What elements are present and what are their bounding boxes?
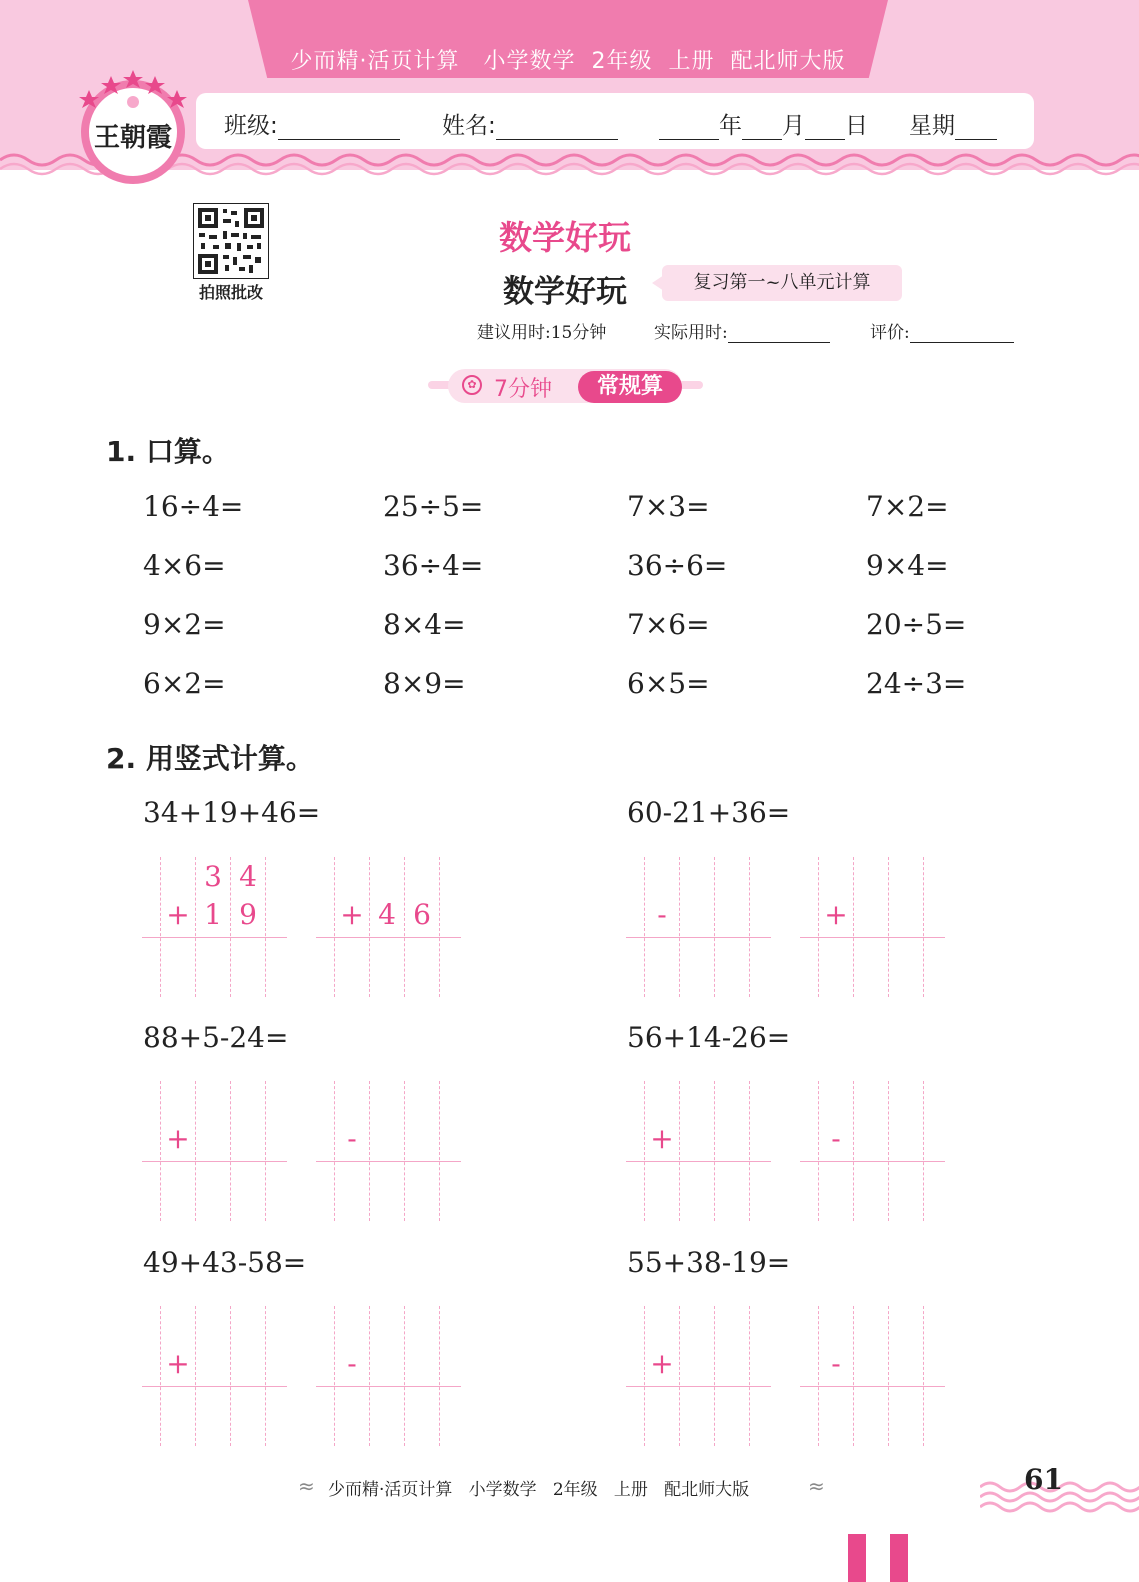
- grid-column-line: [439, 857, 440, 997]
- grid-answer-line: [800, 937, 945, 938]
- grid-column-line: [369, 1306, 370, 1446]
- grid-column-line: [195, 1081, 196, 1221]
- name-field[interactable]: [442, 107, 618, 140]
- grid-column-line: [439, 1306, 440, 1446]
- oral-item: 36÷6=: [627, 549, 728, 582]
- evaluation-field[interactable]: [870, 318, 1014, 343]
- grid-digit: +: [166, 898, 190, 931]
- oral-item: 7×2=: [866, 490, 949, 523]
- grid-column-line: [714, 1306, 715, 1446]
- grid-column-line: [923, 1081, 924, 1221]
- grid-column-line: [265, 857, 266, 997]
- grid-column-line: [888, 857, 889, 997]
- grid-answer-line: [800, 1161, 945, 1162]
- grid-digit: +: [650, 1122, 674, 1155]
- grid-digit: -: [347, 1122, 357, 1155]
- side-tab-bar: [848, 1534, 866, 1582]
- grid-column-line: [230, 1306, 231, 1446]
- vertical-expression: 49+43-58=: [143, 1246, 307, 1279]
- oral-item: 25÷5=: [383, 490, 484, 523]
- qr-code-icon[interactable]: [193, 203, 269, 279]
- vertical-work-grid[interactable]: [626, 857, 771, 997]
- question-2-title: 2. 用竖式计算。: [106, 742, 314, 775]
- grid-column-line: [195, 1306, 196, 1446]
- grid-column-line: [749, 1081, 750, 1221]
- section-title: 数学好玩: [499, 218, 631, 257]
- logo-text: 王朝霞: [93, 123, 172, 153]
- vertical-work-grid[interactable]: [800, 857, 945, 997]
- grid-column-line: [230, 1081, 231, 1221]
- actual-time-label: 实际用时:: [654, 323, 728, 343]
- grid-answer-line: [316, 937, 461, 938]
- class-field[interactable]: [224, 107, 400, 140]
- grid-digit: +: [166, 1347, 190, 1380]
- grid-digit: 3: [204, 860, 222, 893]
- vertical-work-grid[interactable]: [142, 1306, 287, 1446]
- vertical-work-grid[interactable]: [316, 1081, 461, 1221]
- vertical-expression: 55+38-19=: [627, 1246, 791, 1279]
- grid-digit: +: [166, 1122, 190, 1155]
- grid-answer-line: [626, 1386, 771, 1387]
- year-label: 年: [719, 113, 742, 139]
- grid-digit: +: [824, 898, 848, 931]
- grid-column-line: [679, 857, 680, 997]
- grid-column-line: [679, 1306, 680, 1446]
- side-tab-bar: [890, 1534, 908, 1582]
- grid-column-line: [714, 857, 715, 997]
- section-tag: 常规算: [578, 371, 682, 403]
- grid-answer-line: [142, 1161, 287, 1162]
- grid-answer-line: [142, 1386, 287, 1387]
- grid-column-line: [749, 1306, 750, 1446]
- medal-icon: ✿: [462, 375, 482, 395]
- evaluation-label: 评价:: [870, 323, 910, 343]
- footer-wave-left-icon: ≈: [298, 1474, 315, 1498]
- class-label: 班级:: [224, 113, 278, 139]
- grid-answer-line: [316, 1386, 461, 1387]
- grid-column-line: [439, 1081, 440, 1221]
- vertical-work-grid[interactable]: [142, 857, 287, 997]
- suggested-time: 建议用时:15分钟: [477, 323, 607, 343]
- year-blank[interactable]: [659, 117, 719, 140]
- footer-text: 少而精·活页计算 小学数学 2年级 上册 配北师大版: [328, 1480, 750, 1500]
- vertical-work-grid[interactable]: [800, 1306, 945, 1446]
- grid-column-line: [923, 1306, 924, 1446]
- section-time: 7分钟: [494, 377, 552, 402]
- page-number: 61: [1024, 1463, 1063, 1496]
- name-label: 姓名:: [442, 113, 496, 139]
- weekday-blank[interactable]: [955, 117, 997, 140]
- subtitle-tag: 复习第一~八单元计算: [662, 265, 902, 301]
- name-blank[interactable]: [496, 117, 618, 140]
- grid-digit: 1: [204, 898, 222, 931]
- oral-item: 24÷3=: [866, 667, 967, 700]
- grid-digit: 4: [378, 898, 396, 931]
- grid-answer-line: [800, 1386, 945, 1387]
- vertical-work-grid[interactable]: [142, 1081, 287, 1221]
- qr-label: 拍照批改: [198, 283, 263, 302]
- vertical-expression: 88+5-24=: [143, 1021, 289, 1054]
- grid-answer-line: [316, 1161, 461, 1162]
- oral-item: 7×3=: [627, 490, 710, 523]
- vertical-work-grid[interactable]: [626, 1306, 771, 1446]
- oral-item: 4×6=: [143, 549, 226, 582]
- grid-digit: 9: [239, 898, 257, 931]
- oral-item: 6×2=: [143, 667, 226, 700]
- grid-digit: 6: [413, 898, 431, 931]
- grid-column-line: [853, 857, 854, 997]
- class-blank[interactable]: [278, 117, 400, 140]
- oral-item: 16÷4=: [143, 490, 244, 523]
- month-blank[interactable]: [742, 117, 782, 140]
- vertical-work-grid[interactable]: [316, 857, 461, 997]
- vertical-work-grid[interactable]: [626, 1081, 771, 1221]
- banner-title: 少而精·活页计算 小学数学 2年级 上册 配北师大版: [290, 49, 846, 74]
- vertical-expression: 56+14-26=: [627, 1021, 791, 1054]
- oral-item: 7×6=: [627, 608, 710, 641]
- actual-time-blank[interactable]: [728, 324, 830, 343]
- vertical-work-grid[interactable]: [800, 1081, 945, 1221]
- grid-column-line: [404, 1081, 405, 1221]
- grid-answer-line: [626, 1161, 771, 1162]
- question-1-title: 1. 口算。: [106, 435, 230, 468]
- grid-digit: -: [831, 1122, 841, 1155]
- grid-column-line: [888, 1306, 889, 1446]
- month-label: 月: [782, 113, 805, 139]
- date-field[interactable]: [659, 107, 868, 140]
- oral-item: 8×9=: [383, 667, 466, 700]
- grid-digit: +: [340, 898, 364, 931]
- grid-column-line: [404, 1306, 405, 1446]
- grid-column-line: [888, 1081, 889, 1221]
- actual-time-field[interactable]: [654, 318, 830, 343]
- weekday-field[interactable]: [909, 107, 997, 140]
- oral-item: 6×5=: [627, 667, 710, 700]
- grid-column-line: [265, 1306, 266, 1446]
- grid-answer-line: [626, 937, 771, 938]
- grid-column-line: [714, 1081, 715, 1221]
- grid-column-line: [923, 857, 924, 997]
- grid-column-line: [853, 1081, 854, 1221]
- day-label: 日: [845, 113, 868, 139]
- grid-column-line: [265, 1081, 266, 1221]
- grid-answer-line: [142, 937, 287, 938]
- grid-column-line: [853, 1306, 854, 1446]
- grid-column-line: [749, 857, 750, 997]
- oral-item: 36÷4=: [383, 549, 484, 582]
- vertical-expression: 34+19+46=: [143, 796, 321, 829]
- oral-item: 9×2=: [143, 608, 226, 641]
- page-title: 数学好玩: [503, 274, 627, 310]
- grid-digit: +: [650, 1347, 674, 1380]
- vertical-expression: 60-21+36=: [627, 796, 791, 829]
- oral-item: 20÷5=: [866, 608, 967, 641]
- grid-digit: -: [831, 1347, 841, 1380]
- weekday-label: 星期: [909, 113, 955, 139]
- vertical-work-grid[interactable]: [316, 1306, 461, 1446]
- day-blank[interactable]: [805, 117, 845, 140]
- evaluation-blank[interactable]: [910, 324, 1014, 343]
- grid-digit: -: [347, 1347, 357, 1380]
- oral-item: 9×4=: [866, 549, 949, 582]
- grid-digit: -: [657, 898, 667, 931]
- oral-item: 8×4=: [383, 608, 466, 641]
- footer-wave-right-icon: ≈: [808, 1474, 825, 1498]
- grid-column-line: [679, 1081, 680, 1221]
- grid-column-line: [369, 1081, 370, 1221]
- grid-digit: 4: [239, 860, 257, 893]
